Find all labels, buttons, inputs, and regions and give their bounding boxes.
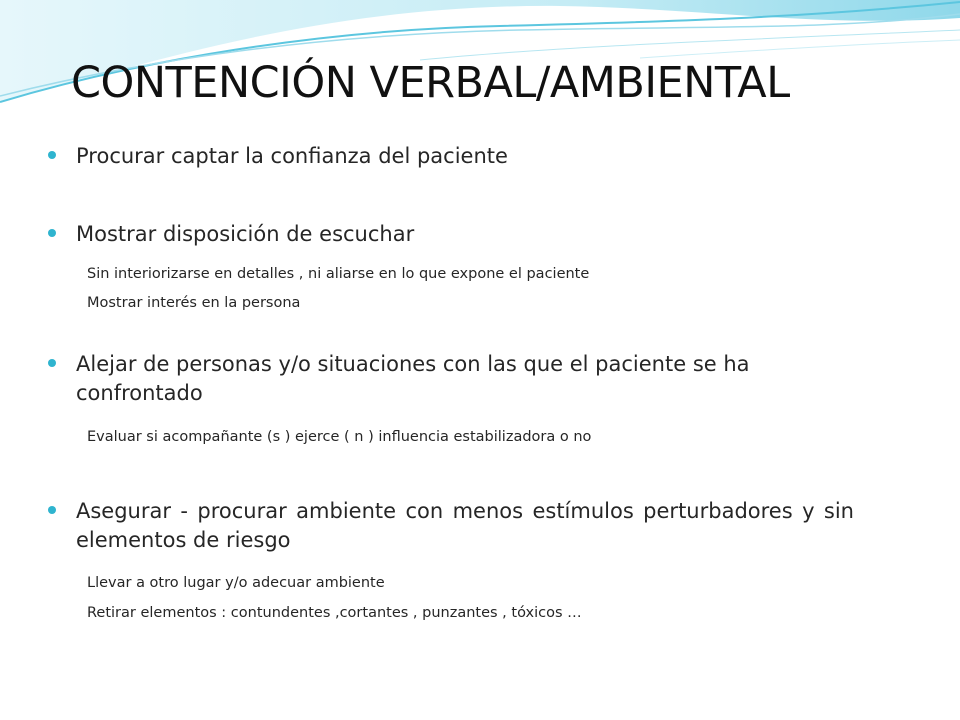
sub-item: Sin interiorizarse en detalles , ni aliarse en lo que expone el paciente	[87, 266, 590, 282]
bullet-text: Alejar de personas y/o situaciones con las que el paciente se ha confrontado	[76, 352, 750, 405]
sub-item: Llevar a otro lugar y/o adecuar ambiente	[87, 575, 385, 591]
bullet-text: Asegurar - procurar ambiente con menos estímulos perturbadores y sin elementos de riesgo	[76, 499, 854, 552]
sub-item: Retirar elementos : contundentes ,cortantes , punzantes , tóxicos …	[87, 605, 582, 621]
bullet-text: Procurar captar la confianza del paciente	[76, 144, 508, 168]
bullet-item	[48, 497, 854, 555]
bullet-item	[48, 220, 854, 249]
sub-item: Mostrar interés en la persona	[87, 295, 301, 311]
bullet-dot-icon	[48, 229, 56, 237]
sub-item: Evaluar si acompañante (s ) ejerce ( n ) influencia estabilizadora o no	[87, 429, 592, 445]
bullet-dot-icon	[48, 506, 56, 514]
bullet-dot-icon	[48, 151, 56, 159]
bullet-text: Mostrar disposición de escuchar	[76, 222, 415, 246]
bullet-item	[48, 142, 854, 171]
slide-title: CONTENCIÓN VERBAL/AMBIENTAL	[71, 58, 790, 108]
bullet-item	[48, 350, 854, 408]
bullet-dot-icon	[48, 359, 56, 367]
